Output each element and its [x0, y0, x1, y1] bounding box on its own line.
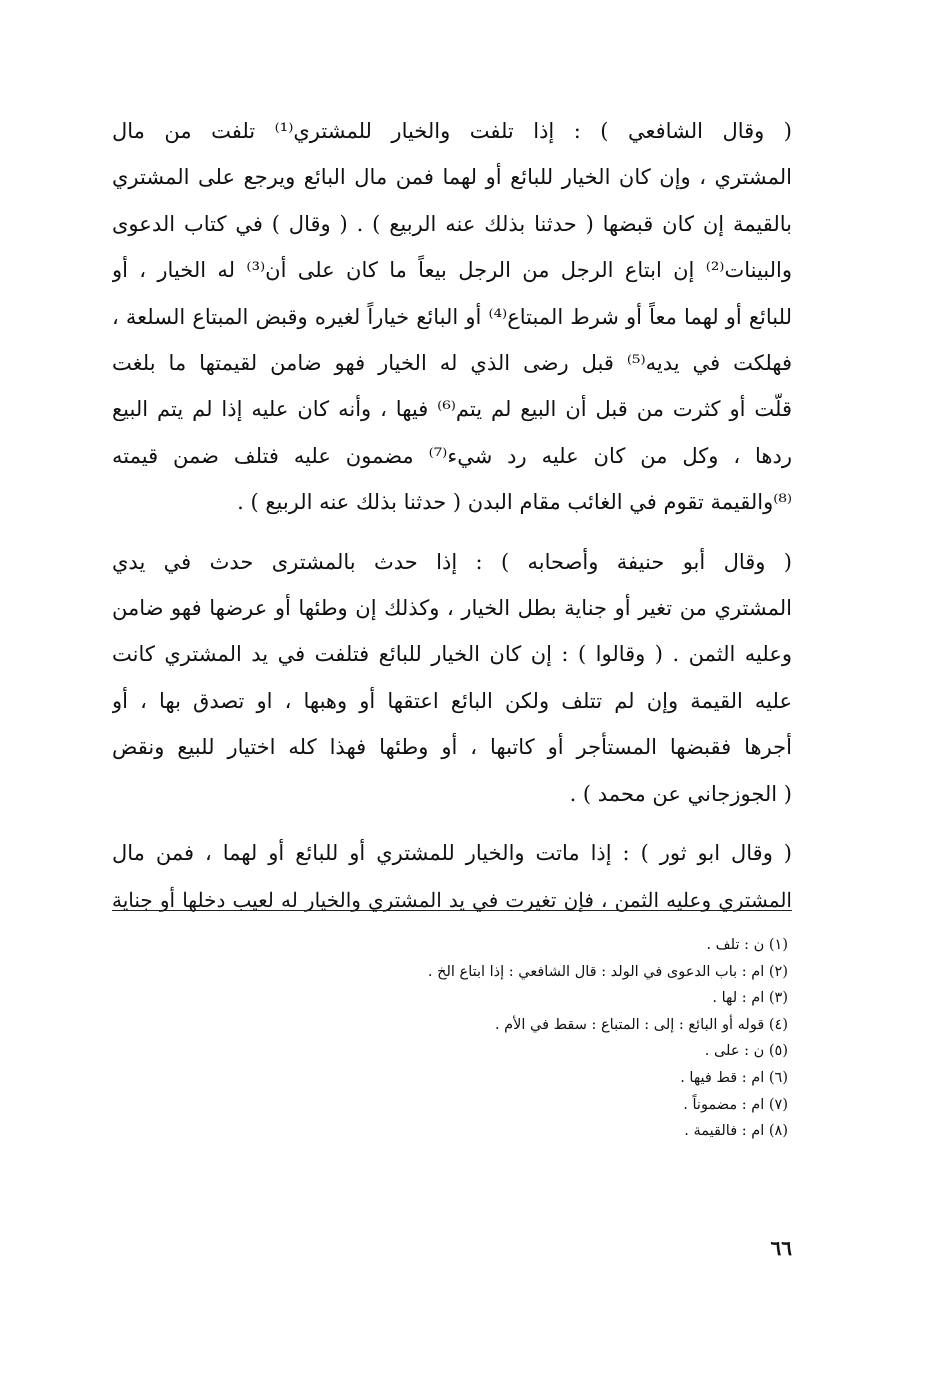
text-line: ( وقال الشافعي ) : إذا تلفت والخيار للمشتري⁽¹⁾ تلفت من مال [112, 119, 792, 143]
text-line: والبينات⁽²⁾ إن ابتاع الرجل من الرجل بيعاً ما كان على أن⁽³⁾ له الخيار ، أو [112, 258, 792, 283]
text-line: فهلكت في يديه⁽⁵⁾ قبل رضى الذي له الخيار فهو ضامن لقيمتها ما بلغت [112, 351, 792, 376]
main-text [112, 108, 792, 936]
footnote-item: (٦) ام : قط فيها . [680, 1069, 788, 1086]
text-line: ردها ، وكل من كان عليه رد شيء⁽⁷⁾ مضمون عليه فتلف ضمن قيمته [112, 443, 792, 468]
paragraph-abu-hanifa [112, 539, 792, 817]
text-line: بالقيمة إن كان قبضها ( حدثنا بذلك عنه الربيع ) . ( وقال ) في كتاب الدعوى [112, 211, 792, 236]
text-line: المشتري من تغير أو جناية بطل الخيار ، وكذلك إن وطئها أو عرضها فهو ضامن [112, 596, 792, 621]
footnote-item: (٨) ام : فالقيمة . [684, 1123, 788, 1140]
paragraph-abu-thawr [112, 830, 792, 923]
footnote-divider [112, 910, 792, 911]
footnote-item: (١) ن : تلف . [706, 937, 788, 953]
text-line: للبائع أو لهما معاً أو شرط المبتاع⁽⁴⁾ أو البائع خياراً لغيره وقبض المبتاع السلعة ، [112, 304, 792, 329]
text-line: عليه القيمة وإن لم تتلف ولكن البائع اعتقها أو وهبها ، او تصدق بها ، أو [112, 688, 792, 713]
text-line: المشتري وعليه الثمن ، فإن تغيرت في يد المشتري والخيار له لعيب دخلها أو جناية [112, 887, 792, 912]
text-line: ⁽⁸⁾والقيمة تقوم في الغائب مقام البدن ( حدثنا بذلك عنه الربيع ) . [237, 490, 792, 515]
footnote-item: (٥) ن : على . [704, 1043, 788, 1060]
text-line: ( وقال أبو حنيفة وأصحابه ) : إذا حدث بالمشترى حدث في يدي [112, 549, 792, 574]
text-line: قلّت أو كثرت من قبل أن البيع لم يتم⁽⁶⁾ فيها ، وأنه كان عليه إذا لم يتم البيع [112, 397, 792, 422]
footnote-item: (٢) ام : باب الدعوى في الولد : قال الشافعي : إذا ابتاع الخ . [427, 963, 788, 980]
paragraph-shafii [112, 108, 792, 526]
text-line: المشتري ، وإن كان الخيار للبائع أو لهما فمن مال البائع ويرجع على المشتري [112, 165, 792, 190]
footnotes-list [112, 932, 788, 1145]
footnote-item: (٣) ام : لها . [712, 990, 788, 1007]
footnote-item: (٤) قوله أو البائع : إلى : المتباع : سقط في الأم . [494, 1016, 788, 1033]
text-line: وعليه الثمن . ( وقالوا ) : إن كان الخيار للبائع فتلفت في يد المشتري كانت [112, 642, 792, 667]
text-line: ( الجوزجاني عن محمد ) . [569, 781, 792, 806]
footnote-item: (٧) ام : مضموناً . [683, 1096, 788, 1113]
text-line: ( وقال ابو ثور ) : إذا ماتت والخيار للمشتري أو للبائع أو لهما ، فمن مال [112, 841, 792, 866]
text-line: أجرها فقبضها المستأجر أو كاتبها ، أو وطئها فهذا كله اختيار للبيع ونقض [112, 735, 792, 760]
page-number: ٦٦ [770, 1236, 792, 1260]
